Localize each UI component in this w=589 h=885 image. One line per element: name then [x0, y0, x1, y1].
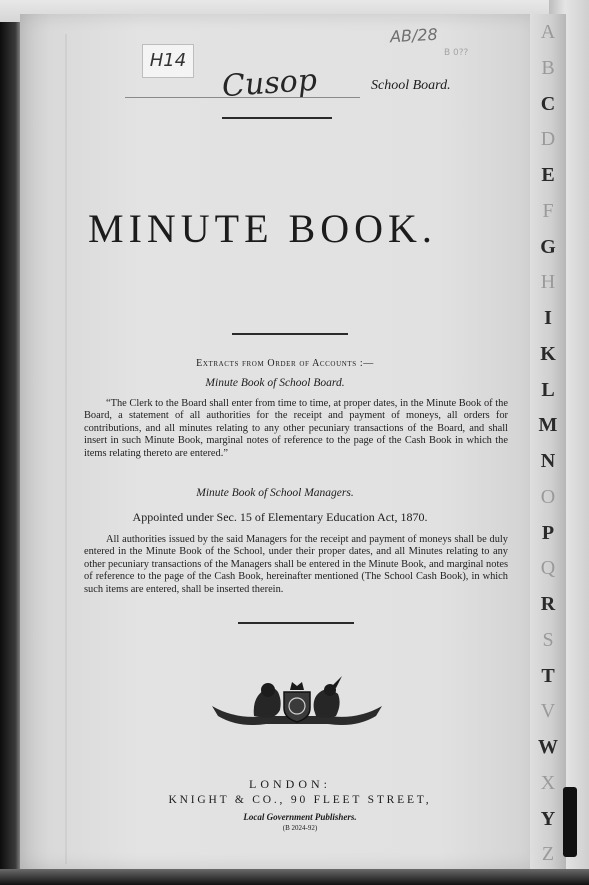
middle-rule — [232, 333, 348, 335]
index-tab-z[interactable]: Z — [530, 836, 566, 873]
index-tab-k[interactable]: K — [530, 336, 566, 373]
archive-reference-sub: B 0?? — [444, 48, 469, 58]
school-managers-paragraph: All authorities issued by the said Managers for the receipt and payment of moneys shall be duly entered in the Minute Book of the School, under their proper dates, and all Minutes relating to any other pecuniary transactions of the Managers shall be entered in the Minute Book, and marginal notes of reference to the page of the Cash Book, hereinafter mentioned (The School Cash Book), in which such items are entered, shall be inserted therein. — [84, 534, 508, 595]
index-tab-n[interactable]: N — [530, 443, 566, 480]
index-tab-i[interactable]: I — [530, 300, 566, 337]
imprint-publisher: KNIGHT & CO., 90 FLEET STREET, — [168, 794, 432, 806]
section-heading-school-board: Minute Book of School Board. — [205, 377, 345, 389]
index-tab-w[interactable]: W — [530, 729, 566, 766]
index-tab-c[interactable]: C — [530, 86, 566, 123]
archive-label: H14 — [142, 44, 194, 78]
imprint-city: LONDON: — [249, 777, 331, 791]
index-tab-q[interactable]: Q — [530, 550, 566, 587]
index-tab-p[interactable]: P — [530, 515, 566, 552]
page-fold — [65, 34, 67, 864]
index-tab-e[interactable]: E — [530, 157, 566, 194]
index-tab-m[interactable]: M — [530, 407, 566, 444]
index-tab-r[interactable]: R — [530, 586, 566, 623]
index-tab-f[interactable]: F — [530, 193, 566, 230]
index-tab-h[interactable]: H — [530, 264, 566, 301]
index-tabs — [530, 14, 570, 872]
index-tab-g[interactable]: G — [530, 229, 566, 266]
bottom-edge — [0, 869, 589, 885]
index-tab-a[interactable]: A — [530, 14, 566, 51]
board-handwritten-name: Cusop — [220, 62, 319, 105]
index-tab-x[interactable]: X — [530, 765, 566, 802]
page-title: MINUTE BOOK. — [88, 206, 437, 251]
index-tab-t[interactable]: T — [530, 658, 566, 695]
lower-rule — [238, 622, 354, 624]
index-tab-b[interactable]: B — [530, 50, 566, 87]
school-board-paragraph: “The Clerk to the Board shall enter from time to time, at proper dates, in the Minute Book of the Board, a statement of all authorities for the receipt and payment of moneys, all orders for contributions, and all minutes relating to any other pecuniary transactions of the Board, and shall insert in such Minute Book, marginal notes of reference to the page of the Cash Book in which the items relating thereto are entered.” — [84, 398, 508, 459]
index-tab-d[interactable]: D — [530, 121, 566, 158]
board-label: School Board. — [371, 78, 451, 93]
top-rule — [222, 117, 332, 119]
imprint-stock-number: (B 2024-92) — [282, 824, 318, 832]
book-spine — [0, 22, 22, 885]
index-tab-s[interactable]: S — [530, 622, 566, 659]
index-tab-l[interactable]: L — [530, 372, 566, 409]
index-tab-o[interactable]: O — [530, 479, 566, 516]
binding-corner — [563, 787, 577, 857]
extracts-heading: Extracts from Order of Accounts :— — [196, 358, 374, 369]
appointed-note: Appointed under Sec. 15 of Elementary Education Act, 1870. — [132, 510, 428, 524]
section-heading-school-managers: Minute Book of School Managers. — [196, 487, 354, 499]
imprint-subtitle: Local Government Publishers. — [243, 812, 357, 822]
archive-reference: AB/28 — [389, 24, 439, 47]
index-tab-v[interactable]: V — [530, 693, 566, 730]
royal-arms-emblem — [206, 676, 388, 732]
index-tab-y[interactable]: Y — [530, 801, 566, 838]
